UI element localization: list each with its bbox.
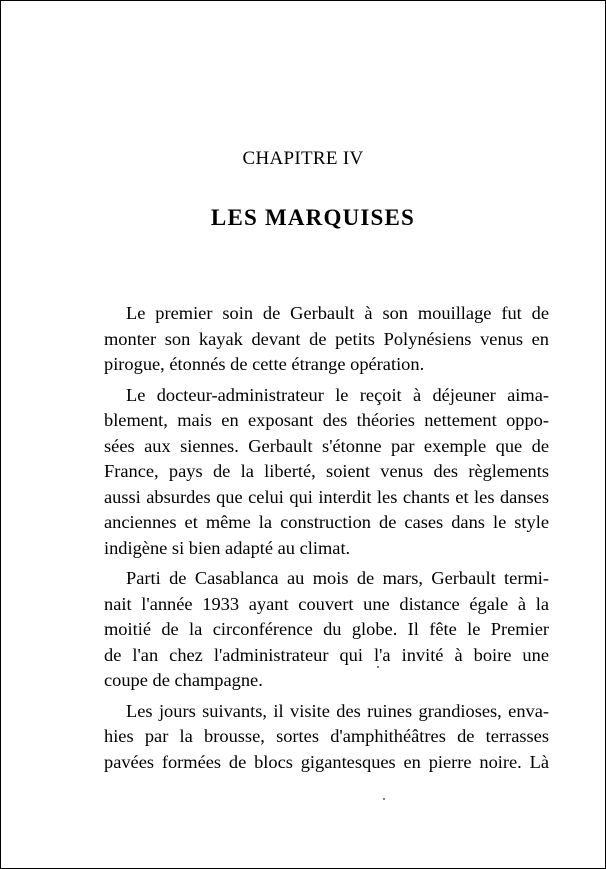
- paragraph: [82, 383, 549, 562]
- chapter-title: LES MARQUISES: [210, 205, 416, 230]
- chapter-heading: CHAPITRE IV: [242, 148, 364, 169]
- paragraph: [82, 301, 549, 378]
- text-line: aussi absurdes que celui qui interdit les chants et les danses: [104, 486, 549, 507]
- text-line: nait l'année 1933 ayant couvert une distance égale à la: [104, 593, 549, 614]
- text-line: pirogue, étonnés de cette étrange opération.: [104, 354, 425, 374]
- scan-speck: [383, 798, 385, 800]
- text-line: Parti de Casablanca au mois de mars, Gerbault termi-: [126, 568, 549, 588]
- text-line: sées aux siennes. Gerbault s'étonne par exemple que de: [104, 435, 549, 456]
- body-text: [82, 301, 549, 780]
- text-line: pavées formées de blocs gigantesques en pierre noire. Là: [104, 751, 549, 772]
- paragraph: [82, 566, 549, 694]
- text-line: Les jours suivants, il visite des ruines grandioses, enva-: [126, 700, 549, 721]
- text-line: France, pays de la liberté, soient venus des règlements: [104, 461, 549, 481]
- text-line: indigène si bien adapté au climat.: [104, 537, 351, 558]
- text-line: blement, mais en exposant des théories nettement oppo-: [104, 410, 549, 430]
- text-line: anciennes et même la construction de cases dans le style: [104, 512, 549, 532]
- text-line: hies par la brousse, sortes d'amphithéâtres de terrasses: [104, 726, 549, 746]
- scan-speck: [377, 666, 379, 668]
- paragraph: [82, 699, 549, 776]
- text-line: de l'an chez l'administrateur qui l'a invité à boire une: [104, 644, 549, 665]
- text-line: Le docteur-administrateur le reçoit à déjeuner aima-: [126, 384, 549, 405]
- text-line: moitié de la circonférence du globe. Il fête le Premier: [104, 619, 549, 639]
- text-line: Le premier soin de Gerbault à son mouillage fut de: [126, 303, 549, 323]
- text-line: coupe de champagne.: [104, 670, 263, 690]
- text-line: monter son kayak devant de petits Polynésiens venus en: [104, 328, 549, 349]
